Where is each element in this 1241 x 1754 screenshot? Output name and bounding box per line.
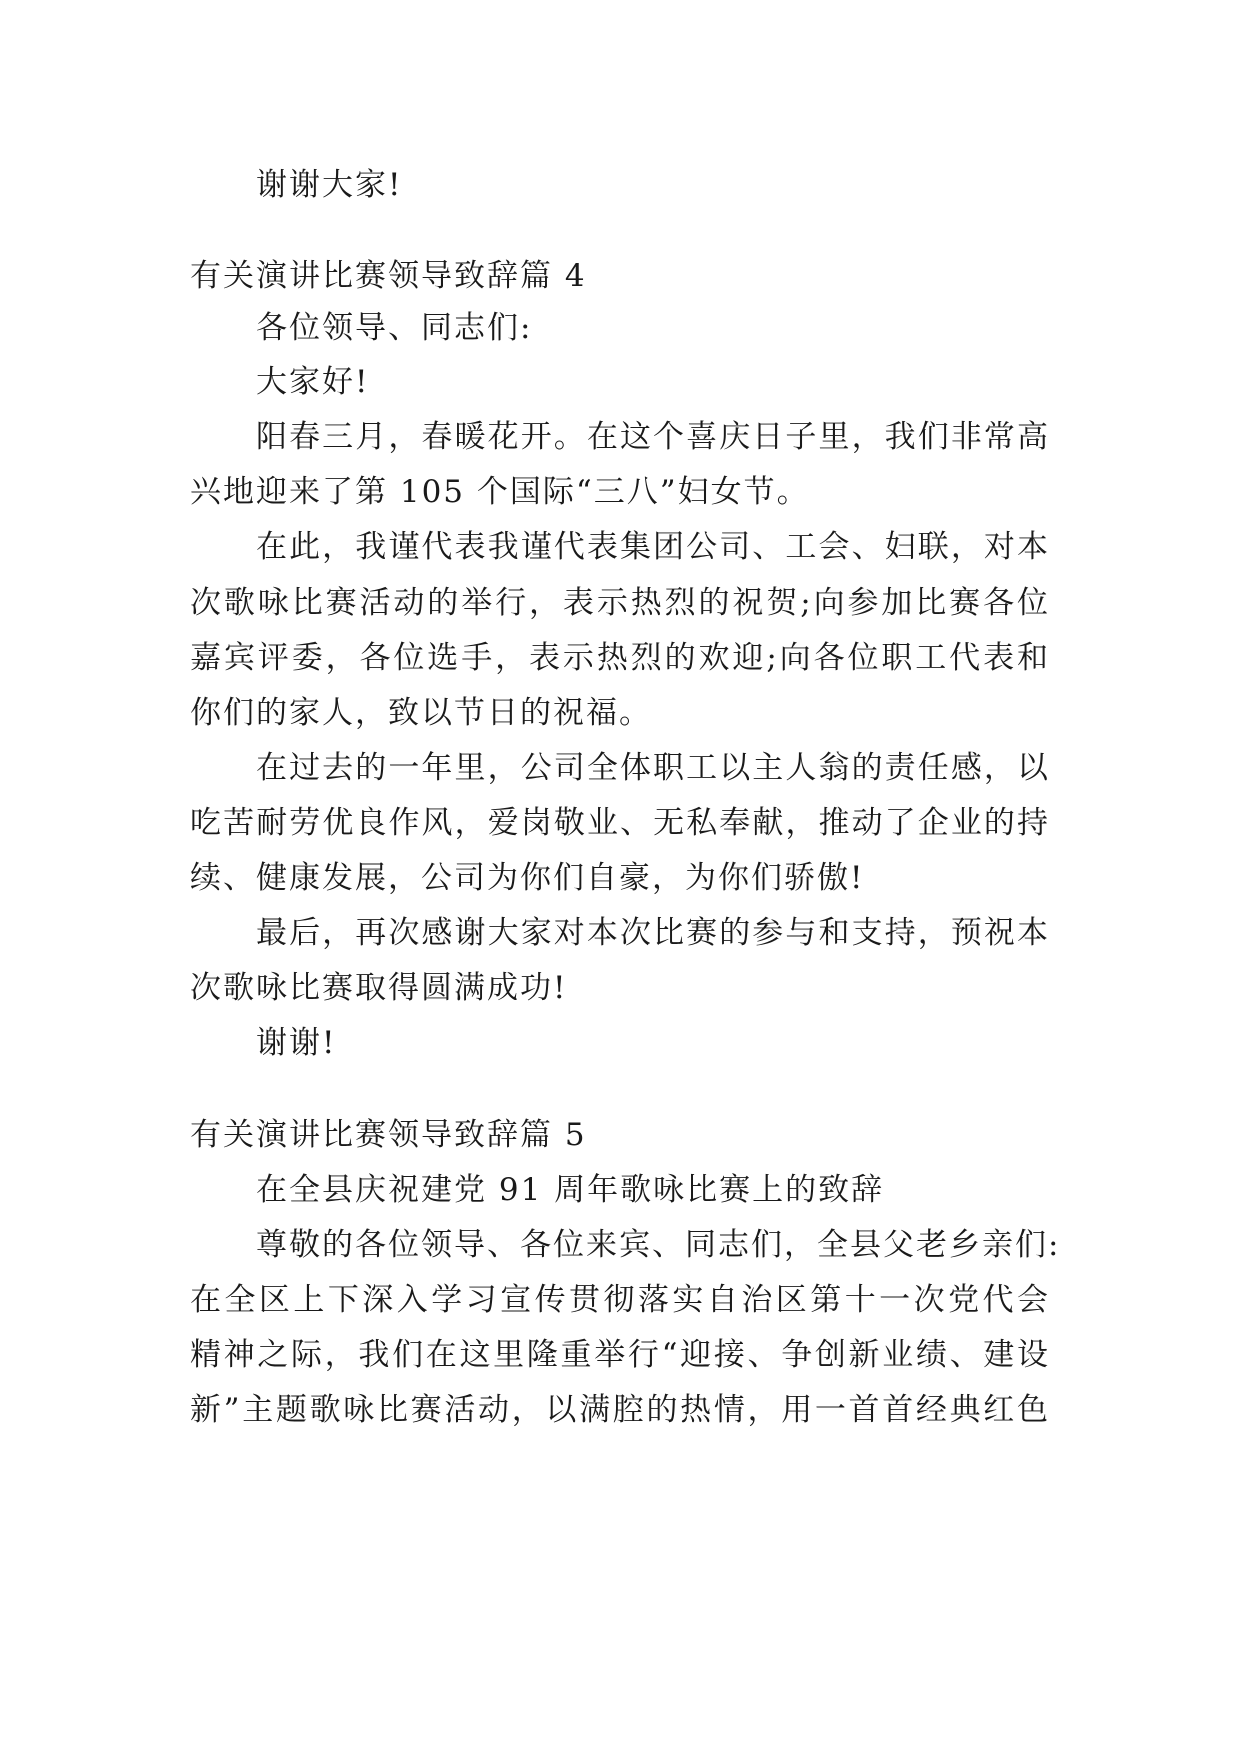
paragraph-line: 续、健康发展，公司为你们自豪，为你们骄傲! [190, 860, 865, 896]
closing-thanks: 谢谢! [256, 1025, 337, 1061]
paragraph-line: 在此，我谨代表我谨代表集团公司、工会、妇联，对本 [256, 529, 1050, 565]
paragraph-line: 次歌咏比赛活动的举行，表示热烈的祝贺;向参加比赛各位 [190, 585, 1050, 621]
greeting: 大家好! [256, 364, 370, 400]
section-heading-5: 有关演讲比赛领导致辞篇 5 [190, 1117, 587, 1153]
paragraph-line: 兴地迎来了第 105 个国际“三八”妇女节。 [190, 474, 810, 510]
speech-title: 在全县庆祝建党 91 周年歌咏比赛上的致辞 [256, 1172, 885, 1208]
paragraph-line: 在全区上下深入学习宣传贯彻落实自治区第十一次党代会 [190, 1282, 1050, 1318]
salutation: 各位领导、同志们: [256, 310, 533, 346]
paragraph-line: 次歌咏比赛取得圆满成功! [190, 970, 568, 1006]
paragraph-line: 新”主题歌咏比赛活动，以满腔的热情，用一首首经典红色 [190, 1392, 1050, 1428]
paragraph-line: 阳春三月，春暖花开。在这个喜庆日子里，我们非常高 [256, 419, 1050, 455]
paragraph-line: 最后，再次感谢大家对本次比赛的参与和支持，预祝本 [256, 915, 1050, 951]
closing-thanks-all: 谢谢大家! [256, 167, 403, 203]
section-heading-4: 有关演讲比赛领导致辞篇 4 [190, 258, 587, 294]
paragraph-line: 精神之际，我们在这里隆重举行“迎接、争创新业绩、建设 [190, 1337, 1050, 1373]
paragraph-line: 嘉宾评委，各位选手，表示热烈的欢迎;向各位职工代表和 [190, 640, 1050, 676]
paragraph-line: 尊敬的各位领导、各位来宾、同志们，全县父老乡亲们: [256, 1227, 1061, 1263]
paragraph-line: 在过去的一年里，公司全体职工以主人翁的责任感，以 [256, 750, 1050, 786]
paragraph-line: 吃苦耐劳优良作风，爱岗敬业、无私奉献，推动了企业的持 [190, 805, 1050, 841]
paragraph-line: 你们的家人，致以节日的祝福。 [190, 695, 652, 731]
